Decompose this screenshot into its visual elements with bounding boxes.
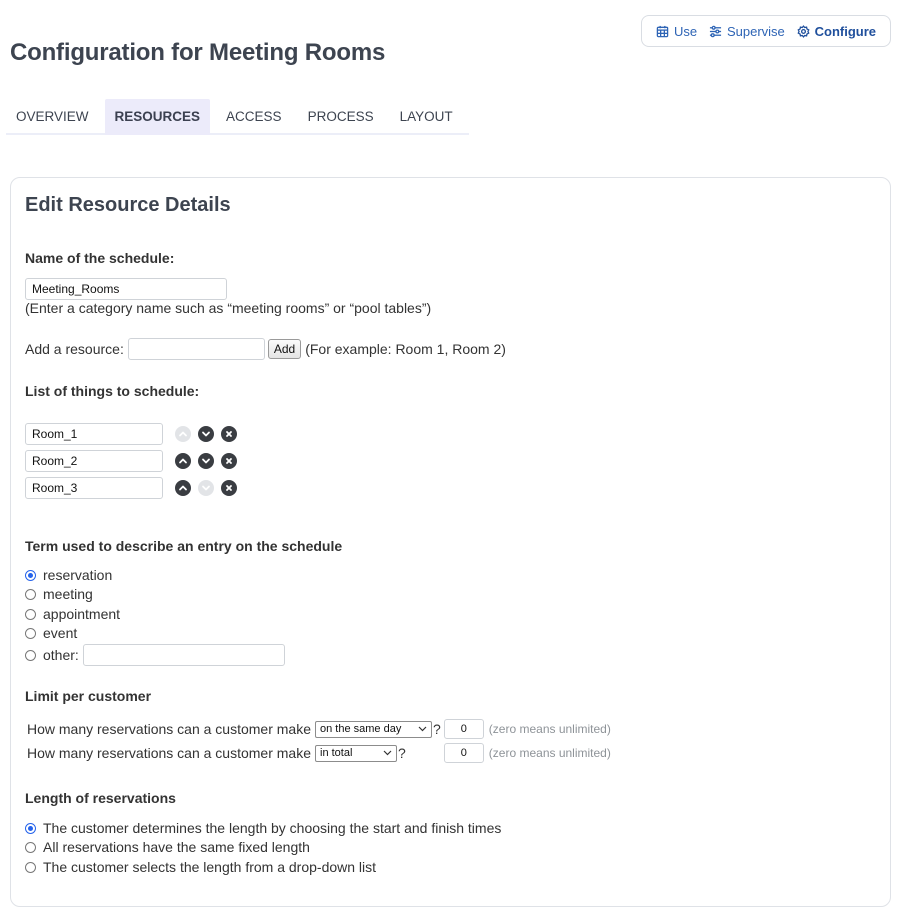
resource-name-input[interactable] <box>25 477 163 499</box>
limit-question: How many reservations can a customer make <box>27 745 311 761</box>
resource-name-input[interactable] <box>25 450 163 472</box>
move-down-icon <box>198 480 214 496</box>
limit-period-select[interactable] <box>315 721 432 738</box>
tab-overview[interactable]: OVERVIEW <box>16 109 89 124</box>
edit-resource-card <box>10 177 891 907</box>
delete-icon[interactable] <box>221 453 237 469</box>
limit-count-input[interactable]: 0 <box>444 719 484 739</box>
limit-count-input[interactable]: 0 <box>444 743 484 763</box>
limit-label: Limit per customer <box>25 688 152 704</box>
calendar-icon <box>656 25 669 38</box>
mode-use-label: Use <box>673 23 698 39</box>
radio-button[interactable] <box>25 628 36 639</box>
resource-list-label: List of things to schedule: <box>25 383 200 399</box>
resource-row <box>25 477 237 499</box>
tab-layout[interactable]: LAYOUT <box>399 109 453 124</box>
length-option-label: All reservations have the same fixed length <box>43 839 310 855</box>
gear-icon <box>797 25 810 38</box>
add-resource-input[interactable] <box>128 338 265 360</box>
length-option-label: The customer determines the length by choosing the start and finish times <box>43 820 502 836</box>
mode-configure-button[interactable] <box>797 24 876 39</box>
radio-button[interactable] <box>25 842 36 853</box>
length-option[interactable] <box>25 859 376 875</box>
length-label: Length of reservations <box>25 790 176 806</box>
term-other-input[interactable] <box>83 644 285 666</box>
term-option-other[interactable] <box>25 644 285 666</box>
term-option-label: appointment <box>43 606 121 622</box>
limit-hint: (zero means unlimited) <box>488 746 611 760</box>
page-title: Configuration for Meeting Rooms <box>10 39 386 66</box>
add-resource-row <box>25 338 506 360</box>
radio-button[interactable] <box>25 823 36 834</box>
limit-row-same-day: How many reservations can a customer make on the same day ? 0 (zero means unlimited) <box>27 721 611 737</box>
mode-supervise-button[interactable] <box>709 24 785 39</box>
term-option-label: reservation <box>43 567 113 583</box>
move-up-icon[interactable] <box>175 480 191 496</box>
radio-button[interactable] <box>25 570 36 581</box>
tab-process[interactable]: PROCESS <box>307 109 374 124</box>
radio-button[interactable] <box>25 609 36 620</box>
mode-supervise-label: Supervise <box>726 23 785 39</box>
add-resource-example: (For example: Room 1, Room 2) <box>305 341 506 357</box>
resource-name-input[interactable] <box>25 423 163 445</box>
select-value: in total <box>320 747 353 759</box>
move-up-icon <box>175 426 191 442</box>
schedule-name-input[interactable] <box>25 278 227 300</box>
move-down-icon[interactable] <box>198 453 214 469</box>
length-option[interactable] <box>25 820 501 836</box>
delete-icon[interactable] <box>221 480 237 496</box>
add-resource-label: Add a resource: <box>25 341 124 357</box>
radio-button[interactable] <box>25 650 36 661</box>
chevron-down-icon <box>418 726 427 732</box>
term-option-meeting[interactable] <box>25 586 93 602</box>
term-option-label: event <box>43 625 78 641</box>
resource-row <box>25 450 237 472</box>
length-option-label: The customer selects the length from a drop-down list <box>43 859 377 875</box>
term-option-reservation[interactable] <box>25 567 112 583</box>
term-option-appointment[interactable] <box>25 606 120 622</box>
limit-row-total: How many reservations can a customer make in total ? 0 (zero means unlimited) <box>27 745 611 761</box>
radio-button[interactable] <box>25 862 36 873</box>
select-value: on the same day <box>320 723 402 735</box>
term-option-label: meeting <box>43 586 93 602</box>
chevron-down-icon <box>383 750 392 756</box>
term-option-event[interactable] <box>25 625 77 641</box>
card-title: Edit Resource Details <box>25 194 231 216</box>
config-tabs <box>6 99 469 135</box>
tab-resources[interactable]: RESOURCES <box>105 99 211 135</box>
term-label: Term used to describe an entry on the schedule <box>25 538 343 554</box>
limit-hint: (zero means unlimited) <box>488 722 611 736</box>
resource-row <box>25 423 237 445</box>
mode-configure-label: Configure <box>814 23 877 39</box>
add-resource-button[interactable]: Add <box>268 339 301 359</box>
schedule-name-label: Name of the schedule: <box>25 250 175 266</box>
limit-question: How many reservations can a customer make <box>27 721 311 737</box>
tab-access[interactable]: ACCESS <box>226 109 282 124</box>
delete-icon[interactable] <box>221 426 237 442</box>
sliders-icon <box>709 25 722 38</box>
radio-button[interactable] <box>25 589 36 600</box>
move-down-icon[interactable] <box>198 426 214 442</box>
limit-period-select[interactable] <box>315 745 397 762</box>
move-up-icon[interactable] <box>175 453 191 469</box>
mode-use-button[interactable] <box>656 24 697 39</box>
length-option[interactable] <box>25 839 310 855</box>
term-option-label: other: <box>43 647 79 663</box>
schedule-name-hint: (Enter a category name such as “meeting rooms” or “pool tables”) <box>25 300 432 316</box>
mode-switcher <box>641 15 891 47</box>
